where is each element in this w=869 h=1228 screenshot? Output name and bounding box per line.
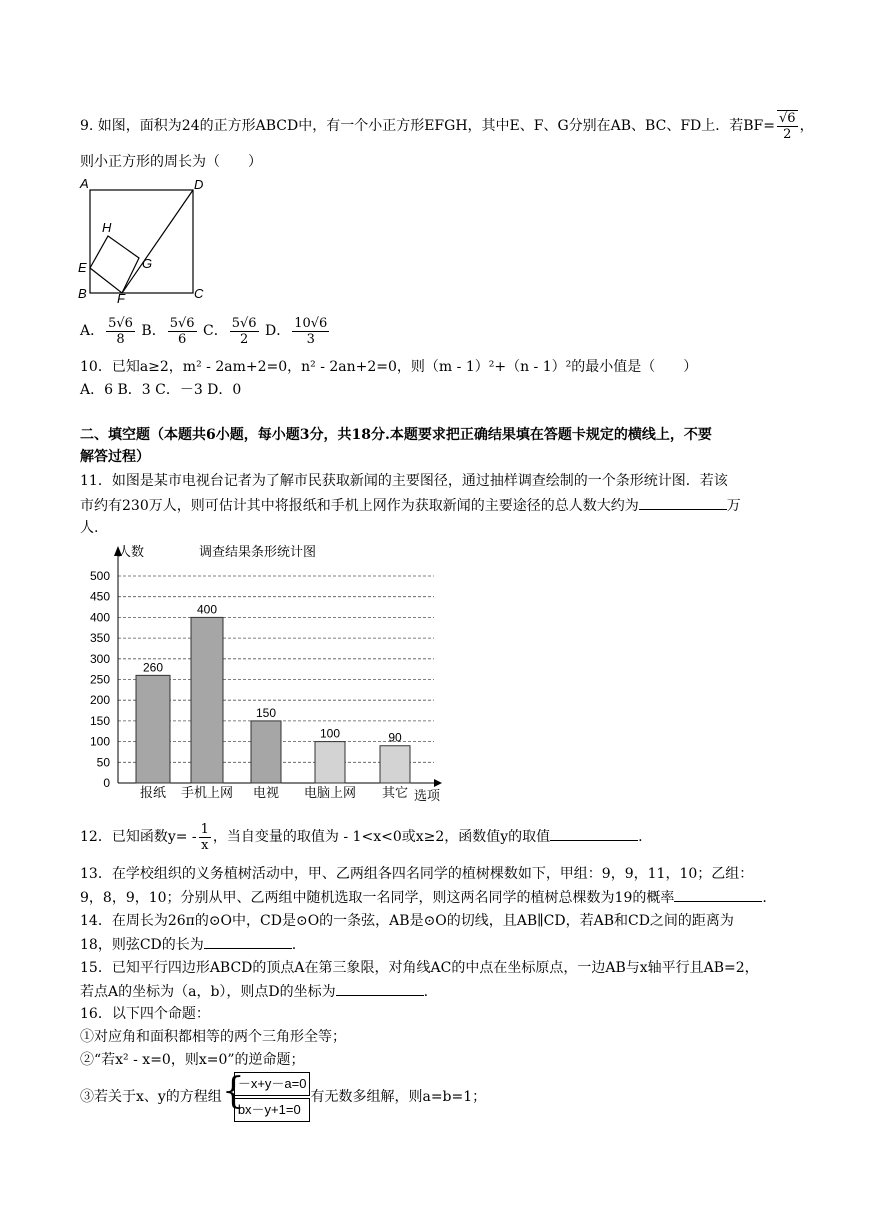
brace-icon: { bbox=[221, 1071, 245, 1112]
q13-line1: 13．在学校组织的义务植树活动中，甲、乙两组各四名同学的植树棵数如下，甲组：9，9，11，10；乙组： bbox=[80, 866, 754, 882]
q15-answer-blank[interactable] bbox=[336, 981, 424, 996]
data-label: 150 bbox=[255, 705, 277, 720]
q9-options: A． $\frac{5√6}{8}$ B． $\frac{5√6}{6}$ C． $\frac{5√6}{2}$ D． $\frac{10√6}{3}$ bbox=[80, 315, 328, 347]
bf-fraction: $\frac{√6}{2}$ bbox=[779, 111, 796, 142]
q13-answer-blank[interactable] bbox=[674, 887, 762, 902]
chart-title: 调查结果条形统计图 bbox=[199, 544, 317, 559]
section2-heading-line1: 二、填空题（本题共6小题，每小题3分，共18分.本题要求把正确结果填在答题卡规定的横线上，不要 bbox=[80, 427, 712, 443]
option-c-fraction: $\frac{5√6}{2}$ bbox=[231, 315, 257, 347]
label-f: F bbox=[117, 291, 125, 304]
category-label: 手机上网 bbox=[180, 785, 234, 800]
q12-answer-blank[interactable] bbox=[550, 826, 638, 841]
label-c: C bbox=[194, 286, 204, 301]
label-e: E bbox=[78, 260, 87, 275]
q10-options: A．6 B．3 C．－3 D．0 bbox=[80, 382, 242, 398]
option-a-fraction: $\frac{5√6}{8}$ bbox=[108, 315, 133, 347]
y-tick-label: 100 bbox=[89, 734, 110, 749]
q11-answer-blank[interactable] bbox=[639, 495, 727, 510]
chart-ylabel: 人数 bbox=[118, 544, 145, 559]
category-label: 电脑上网 bbox=[303, 785, 357, 800]
section2-heading-line2: 解答过程） bbox=[80, 449, 150, 465]
y-tick-label: 300 bbox=[89, 651, 110, 666]
q15-line2: 若点A的坐标为（a，b），则点D的坐标为 . bbox=[80, 981, 428, 1002]
q14-line2: 18，则弦CD的长为 . bbox=[80, 934, 296, 955]
q11-line2: 市约有230万人，则可估计其中将报纸和手机上网作为获取新闻的主要途径的总人数大约为 万 bbox=[80, 495, 741, 516]
y-tick-label: 400 bbox=[89, 610, 110, 625]
y-tick-label: 200 bbox=[89, 693, 110, 708]
label-b: B bbox=[78, 286, 87, 301]
q15-line1: 15．已知平行四边形ABCD的顶点A在第三象限，对角线AC的中点在坐标原点，一边AB与x轴平行且AB=2， bbox=[80, 960, 759, 976]
label-g: G bbox=[142, 256, 153, 271]
chart-xlabel: 选项 bbox=[414, 788, 441, 803]
q12-fraction: $\frac{1}{x}$ bbox=[200, 821, 209, 853]
q16-line1: 16．以下四个命题： bbox=[80, 1006, 210, 1022]
q9-figure bbox=[76, 176, 206, 304]
equation-system: { －x+y－a=0 bx－y+1=0 bbox=[222, 1070, 311, 1124]
y-tick-label: 250 bbox=[89, 672, 110, 687]
option-d-fraction: $\frac{10√6}{3}$ bbox=[294, 315, 328, 347]
data-label: 100 bbox=[319, 726, 341, 741]
label-d: D bbox=[194, 177, 204, 192]
x-axis-arrow-icon bbox=[434, 779, 442, 787]
q16-prop2: ②“若x² - x=0，则x=0”的逆命题； bbox=[80, 1052, 305, 1068]
q12-line: 12．已知函数y= - $\frac{1}{x}$ ，当自变量的取值为 - 1<x<0或x≥2，函数值y的取值 . bbox=[80, 821, 643, 853]
bar-chart bbox=[74, 538, 454, 808]
y-tick-label: 350 bbox=[89, 631, 110, 646]
bar bbox=[251, 721, 281, 783]
y-tick-label: 150 bbox=[89, 713, 110, 728]
bar bbox=[136, 675, 170, 783]
bar bbox=[315, 742, 345, 783]
q11-line3: 人. bbox=[80, 520, 99, 536]
q13-line2: 9，8，9，10；分别从甲、乙两组中随机选取一名同学，则这两名同学的植树总棵数为19的概率 . bbox=[80, 887, 767, 908]
data-label: 90 bbox=[388, 730, 402, 745]
bar bbox=[380, 746, 410, 783]
data-label: 260 bbox=[142, 660, 164, 675]
q14-answer-blank[interactable] bbox=[204, 934, 292, 949]
q16-prop3: ③若关于x、y的方程组 { －x+y－a=0 bx－y+1=0 有无数多组解，则a=b=1； bbox=[80, 1070, 486, 1124]
q9-line1: 9. 如图，面积为24的正方形ABCD中，有一个小正方形EFGH，其中E、F、G分别在AB、BC、FD上．若BF= $\frac{√6}{2}$ ， bbox=[80, 111, 814, 142]
category-label: 电视 bbox=[252, 785, 280, 800]
bar bbox=[191, 617, 223, 783]
option-b-fraction: $\frac{5√6}{6}$ bbox=[169, 315, 195, 347]
y-tick-label: 450 bbox=[89, 589, 110, 604]
category-label: 报纸 bbox=[139, 785, 167, 800]
label-a: A bbox=[80, 176, 89, 191]
y-tick-label: 0 bbox=[103, 776, 110, 790]
data-label: 400 bbox=[196, 602, 218, 617]
q11-line1: 11．如图是某市电视台记者为了解市民获取新闻的主要图径，通过抽样调查绘制的一个条形统计图．若该 bbox=[80, 473, 728, 489]
label-h: H bbox=[102, 220, 112, 235]
q9-line2: 则小正方形的周长为（ ） bbox=[80, 154, 262, 170]
q16-prop1: ①对应角和面积都相等的两个三角形全等； bbox=[80, 1029, 346, 1045]
y-tick-label: 50 bbox=[96, 755, 110, 770]
q14-line1: 14．在周长为26π的⊙O中，CD是⊙O的一条弦，AB是⊙O的切线，且AB∥CD，若AB和CD之间的距离为 bbox=[80, 913, 734, 929]
q10-line1: 10．已知a≥2，m² - 2am+2=0，n² - 2an+2=0，则（m - 1）²+（n - 1）²的最小值是（ ） bbox=[80, 359, 698, 375]
category-label: 其它 bbox=[381, 785, 409, 800]
y-tick-label: 500 bbox=[89, 569, 110, 583]
